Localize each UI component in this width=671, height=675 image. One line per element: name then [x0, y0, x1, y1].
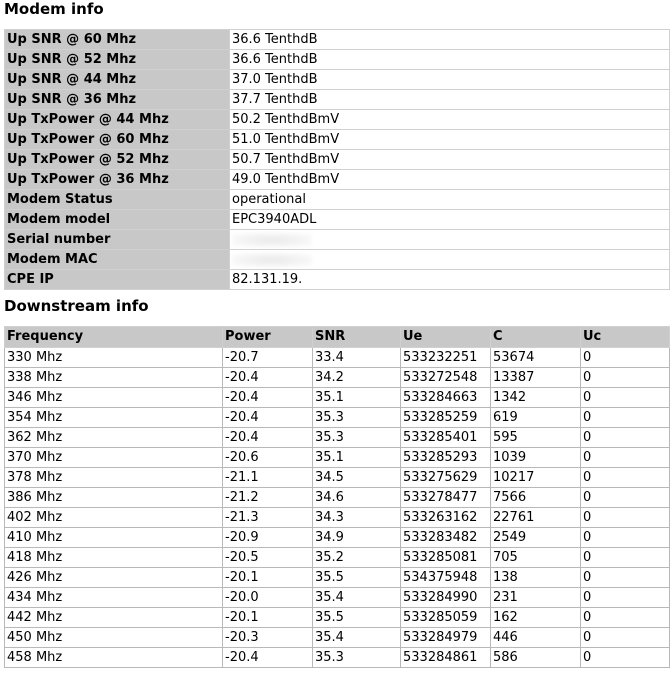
- downstream-info-heading: Downstream info: [4, 297, 149, 315]
- table-cell-frequency: 434 Mhz: [5, 588, 223, 608]
- table-cell-power: -21.3: [223, 508, 313, 528]
- modem-info-row: [5, 130, 670, 150]
- table-cell-ue: 533284979: [401, 628, 491, 648]
- table-cell-snr: 35.5: [313, 608, 401, 628]
- column-header-c: C: [491, 327, 581, 348]
- table-cell-uc: 0: [581, 528, 670, 548]
- table-row: [5, 528, 670, 548]
- modem-info-row: [5, 230, 670, 250]
- table-row: [5, 488, 670, 508]
- modem-info-label: Up SNR @ 60 Mhz: [5, 30, 230, 50]
- table-cell-c: 619: [491, 408, 581, 428]
- column-header-uc: Uc: [581, 327, 670, 348]
- modem-info-row: [5, 150, 670, 170]
- table-cell-frequency: 410 Mhz: [5, 528, 223, 548]
- modem-info-row: [5, 170, 670, 190]
- table-cell-snr: 35.4: [313, 628, 401, 648]
- table-cell-uc: 0: [581, 568, 670, 588]
- table-cell-uc: 0: [581, 608, 670, 628]
- table-cell-frequency: 370 Mhz: [5, 448, 223, 468]
- modem-info-row: [5, 90, 670, 110]
- table-cell-frequency: 362 Mhz: [5, 428, 223, 448]
- table-cell-uc: 0: [581, 468, 670, 488]
- table-cell-frequency: 338 Mhz: [5, 368, 223, 388]
- table-cell-ue: 534375948: [401, 568, 491, 588]
- modem-info-label: Up SNR @ 52 Mhz: [5, 50, 230, 70]
- table-cell-frequency: 330 Mhz: [5, 348, 223, 368]
- table-cell-ue: 533272548: [401, 368, 491, 388]
- table-row: [5, 408, 670, 428]
- table-cell-power: -20.1: [223, 568, 313, 588]
- table-cell-frequency: 346 Mhz: [5, 388, 223, 408]
- modem-info-table: [4, 29, 670, 290]
- table-cell-power: -21.1: [223, 468, 313, 488]
- table-cell-uc: 0: [581, 448, 670, 468]
- column-header-power: Power: [223, 327, 313, 348]
- column-header-frequency: Frequency: [5, 327, 223, 348]
- table-cell-ue: 533284990: [401, 588, 491, 608]
- table-row: [5, 368, 670, 388]
- table-cell-c: 231: [491, 588, 581, 608]
- table-row: [5, 568, 670, 588]
- modem-info-value: 49.0 TenthdBmV: [230, 170, 670, 190]
- modem-info-value: EPC3940ADL: [230, 210, 670, 230]
- table-cell-power: -20.5: [223, 548, 313, 568]
- table-cell-snr: 35.1: [313, 448, 401, 468]
- table-row: [5, 428, 670, 448]
- table-row: [5, 548, 670, 568]
- modem-info-value: 37.0 TenthdB: [230, 70, 670, 90]
- modem-info-label: Up SNR @ 36 Mhz: [5, 90, 230, 110]
- table-cell-power: -20.7: [223, 348, 313, 368]
- modem-info-row: [5, 190, 670, 210]
- table-cell-frequency: 450 Mhz: [5, 628, 223, 648]
- table-cell-ue: 533285081: [401, 548, 491, 568]
- table-cell-power: -20.0: [223, 588, 313, 608]
- table-cell-uc: 0: [581, 388, 670, 408]
- table-cell-frequency: 354 Mhz: [5, 408, 223, 428]
- table-cell-power: -20.4: [223, 648, 313, 668]
- modem-info-row: [5, 270, 670, 290]
- table-cell-c: 10217: [491, 468, 581, 488]
- table-cell-uc: 0: [581, 488, 670, 508]
- table-cell-uc: 0: [581, 628, 670, 648]
- table-row: [5, 608, 670, 628]
- modem-info-value: 82.131.19.: [230, 270, 670, 290]
- table-row: [5, 628, 670, 648]
- modem-info-label: Modem MAC: [5, 250, 230, 270]
- table-cell-frequency: 386 Mhz: [5, 488, 223, 508]
- table-cell-snr: 33.4: [313, 348, 401, 368]
- modem-info-row: [5, 210, 670, 230]
- table-cell-power: -20.6: [223, 448, 313, 468]
- table-cell-uc: 0: [581, 368, 670, 388]
- redacted-value: [232, 253, 312, 267]
- table-cell-c: 1039: [491, 448, 581, 468]
- table-cell-c: 446: [491, 628, 581, 648]
- table-cell-uc: 0: [581, 408, 670, 428]
- table-cell-uc: 0: [581, 428, 670, 448]
- table-cell-ue: 533263162: [401, 508, 491, 528]
- table-cell-c: 162: [491, 608, 581, 628]
- modem-info-heading: Modem info: [4, 0, 104, 18]
- modem-info-value: 36.6 TenthdB: [230, 50, 670, 70]
- table-cell-ue: 533285293: [401, 448, 491, 468]
- table-cell-frequency: 426 Mhz: [5, 568, 223, 588]
- table-row: [5, 468, 670, 488]
- table-cell-uc: 0: [581, 588, 670, 608]
- table-cell-ue: 533284663: [401, 388, 491, 408]
- modem-info-row: [5, 250, 670, 270]
- table-cell-snr: 34.3: [313, 508, 401, 528]
- table-cell-ue: 533275629: [401, 468, 491, 488]
- table-cell-power: -20.9: [223, 528, 313, 548]
- table-cell-power: -20.4: [223, 368, 313, 388]
- table-cell-power: -20.4: [223, 408, 313, 428]
- modem-info-label: Up TxPower @ 52 Mhz: [5, 150, 230, 170]
- table-cell-ue: 533284861: [401, 648, 491, 668]
- modem-info-label: Up TxPower @ 60 Mhz: [5, 130, 230, 150]
- modem-info-label: Modem model: [5, 210, 230, 230]
- table-cell-snr: 35.4: [313, 588, 401, 608]
- redacted-value: [232, 233, 312, 247]
- modem-info-value: operational: [230, 190, 670, 210]
- table-row: [5, 348, 670, 368]
- table-cell-ue: 533285401: [401, 428, 491, 448]
- modem-info-label: Up TxPower @ 44 Mhz: [5, 110, 230, 130]
- table-cell-snr: 35.3: [313, 408, 401, 428]
- table-cell-snr: 35.3: [313, 428, 401, 448]
- modem-info-row: [5, 70, 670, 90]
- table-cell-c: 13387: [491, 368, 581, 388]
- table-cell-snr: 35.1: [313, 388, 401, 408]
- table-cell-c: 7566: [491, 488, 581, 508]
- table-cell-snr: 35.5: [313, 568, 401, 588]
- table-cell-c: 138: [491, 568, 581, 588]
- table-row: [5, 448, 670, 468]
- table-cell-frequency: 402 Mhz: [5, 508, 223, 528]
- table-cell-c: 1342: [491, 388, 581, 408]
- table-cell-uc: 0: [581, 548, 670, 568]
- modem-info-label: Serial number: [5, 230, 230, 250]
- table-cell-c: 705: [491, 548, 581, 568]
- table-cell-snr: 35.3: [313, 648, 401, 668]
- modem-info-value: 36.6 TenthdB: [230, 30, 670, 50]
- table-row: [5, 388, 670, 408]
- table-cell-uc: 0: [581, 348, 670, 368]
- table-row: [5, 508, 670, 528]
- modem-info-label: CPE IP: [5, 270, 230, 290]
- table-cell-snr: 34.6: [313, 488, 401, 508]
- table-cell-snr: 34.9: [313, 528, 401, 548]
- column-header-snr: SNR: [313, 327, 401, 348]
- modem-info-row: [5, 50, 670, 70]
- table-cell-frequency: 442 Mhz: [5, 608, 223, 628]
- table-cell-frequency: 458 Mhz: [5, 648, 223, 668]
- table-cell-c: 22761: [491, 508, 581, 528]
- table-header-row: [5, 327, 670, 348]
- modem-info-value: 51.0 TenthdBmV: [230, 130, 670, 150]
- table-cell-ue: 533283482: [401, 528, 491, 548]
- modem-info-row: [5, 110, 670, 130]
- modem-info-label: Up TxPower @ 36 Mhz: [5, 170, 230, 190]
- table-cell-snr: 35.2: [313, 548, 401, 568]
- table-cell-power: -20.4: [223, 428, 313, 448]
- modem-info-value: 37.7 TenthdB: [230, 90, 670, 110]
- modem-info-label: Up SNR @ 44 Mhz: [5, 70, 230, 90]
- table-cell-power: -20.4: [223, 388, 313, 408]
- table-cell-power: -21.2: [223, 488, 313, 508]
- table-cell-power: -20.3: [223, 628, 313, 648]
- table-cell-frequency: 418 Mhz: [5, 548, 223, 568]
- modem-info-value: 50.2 TenthdBmV: [230, 110, 670, 130]
- modem-info-value: 50.7 TenthdBmV: [230, 150, 670, 170]
- table-cell-ue: 533232251: [401, 348, 491, 368]
- modem-info-value: [230, 230, 670, 250]
- table-cell-power: -20.1: [223, 608, 313, 628]
- table-cell-ue: 533285059: [401, 608, 491, 628]
- modem-info-label: Modem Status: [5, 190, 230, 210]
- table-cell-frequency: 378 Mhz: [5, 468, 223, 488]
- table-cell-uc: 0: [581, 648, 670, 668]
- downstream-info-table: [4, 326, 670, 668]
- modem-info-value: [230, 250, 670, 270]
- table-cell-ue: 533278477: [401, 488, 491, 508]
- table-row: [5, 588, 670, 608]
- table-cell-c: 595: [491, 428, 581, 448]
- table-cell-snr: 34.2: [313, 368, 401, 388]
- table-cell-c: 2549: [491, 528, 581, 548]
- table-row: [5, 648, 670, 668]
- table-cell-c: 53674: [491, 348, 581, 368]
- column-header-ue: Ue: [401, 327, 491, 348]
- table-cell-c: 586: [491, 648, 581, 668]
- table-cell-snr: 34.5: [313, 468, 401, 488]
- modem-info-row: [5, 30, 670, 50]
- table-cell-uc: 0: [581, 508, 670, 528]
- table-cell-ue: 533285259: [401, 408, 491, 428]
